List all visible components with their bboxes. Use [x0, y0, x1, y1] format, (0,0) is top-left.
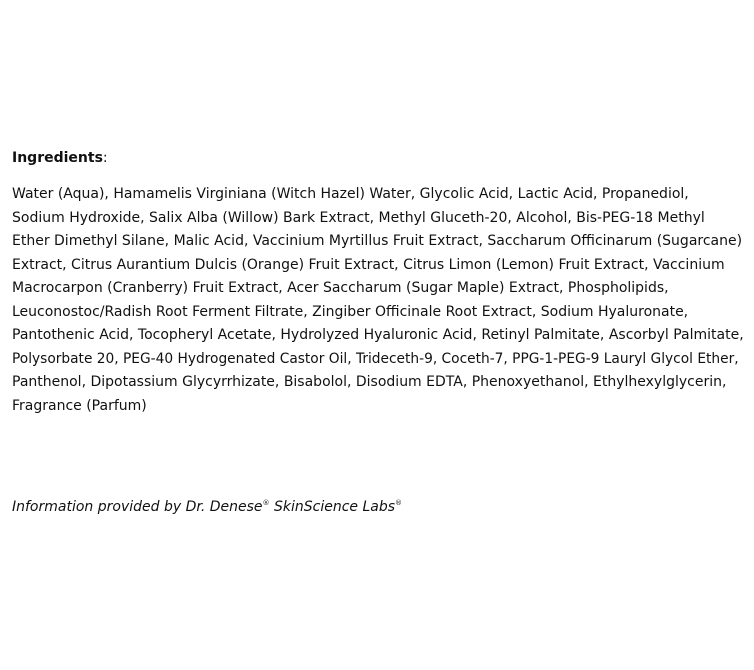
ingredient-line: Macrocarpon (Cranberry) Fruit Extract, Acer Saccharum (Sugar Maple) Extract, Phospholipids,	[12, 280, 669, 296]
ingredients-list	[12, 183, 747, 418]
ingredient-line: Water (Aqua), Hamamelis Virginiana (Witch Hazel) Water, Glycolic Acid, Lactic Acid, Propanediol,	[12, 186, 689, 202]
registered-mark: ®	[262, 499, 270, 507]
ingredient-line: Panthenol, Dipotassium Glycyrrhizate, Bisabolol, Disodium EDTA, Phenoxyethanol, Ethylhexylglycerin,	[12, 374, 727, 390]
ingredient-line: Polysorbate 20, PEG-40 Hydrogenated Castor Oil, Trideceth-9, Coceth-7, PPG-1-PEG-9 Lauryl Glycol Ether,	[12, 350, 739, 367]
ingredient-line: Leuconostoc/Radish Root Ferment Filtrate, Zingiber Officinale Root Extract, Sodium Hyaluronate,	[12, 303, 689, 320]
ingredients-heading	[12, 149, 108, 167]
credit-brand: SkinScience Labs	[269, 499, 396, 515]
ingredients-heading-colon: :	[102, 150, 108, 166]
source-credit	[12, 498, 402, 516]
ingredient-line: Pantothenic Acid, Tocopheryl Acetate, Hydrolyzed Hyaluronic Acid, Retinyl Palmitate, Ascorbyl Palmitate,	[12, 327, 744, 343]
ingredients-heading-label: Ingredients	[12, 150, 103, 166]
ingredient-line: Ether Dimethyl Silane, Malic Acid, Vaccinium Myrtillus Fruit Extract, Saccharum Officinarum (Sugarcane)	[12, 233, 743, 249]
registered-mark: ®	[395, 499, 403, 507]
ingredient-line: Sodium Hydroxide, Salix Alba (Willow) Bark Extract, Methyl Gluceth-20, Alcohol, Bis-PEG-18 Methyl	[12, 209, 705, 226]
credit-prefix: Information provided by Dr. Denese	[12, 499, 263, 515]
ingredient-line: Fragrance (Parfum)	[12, 397, 147, 414]
ingredient-line: Extract, Citrus Aurantium Dulcis (Orange) Fruit Extract, Citrus Limon (Lemon) Fruit Extract, Vaccinium	[12, 256, 725, 273]
